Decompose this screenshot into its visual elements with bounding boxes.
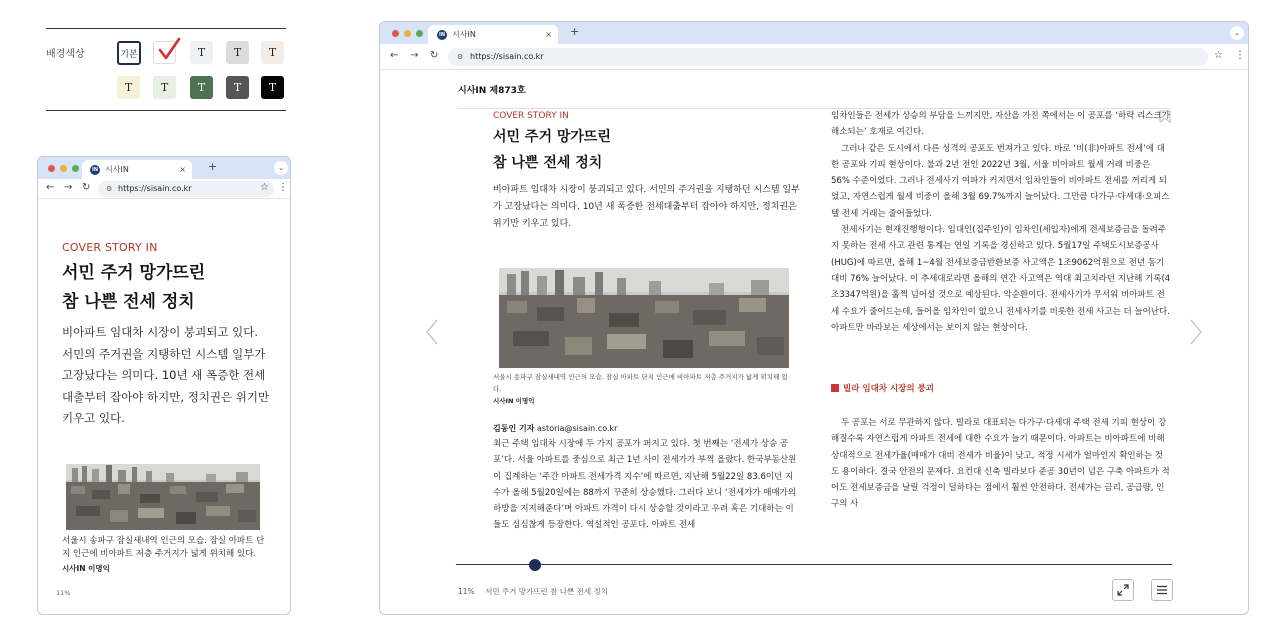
minimize-window-button[interactable] xyxy=(404,30,411,37)
article-headline xyxy=(62,259,272,317)
arrow-left-icon[interactable]: ← xyxy=(390,50,399,61)
photo-credit: 시사IN 이명익 xyxy=(62,564,110,573)
kebab-icon[interactable]: ⋮ xyxy=(278,182,288,193)
browser-toolbar xyxy=(38,179,290,199)
swatch-mint[interactable]: T xyxy=(153,76,176,99)
photo-credit: 시사IN 이명익 xyxy=(493,397,535,405)
reload-icon[interactable]: ↻ xyxy=(82,182,91,193)
article-photo xyxy=(66,464,260,530)
browser-tab[interactable] xyxy=(428,25,558,44)
swatch-light-gray[interactable]: T xyxy=(190,41,213,64)
star-icon[interactable]: ☆ xyxy=(260,182,269,193)
swatch-basic[interactable]: 기본 xyxy=(117,41,141,65)
photo-caption: 서울시 송파구 잠실새내역 인근의 모습. 잠실 아파트 단지 인근에 비아파트 저층 주거지가 넓게 위치해 있다. xyxy=(493,373,788,393)
reading-progress-title: 서민 주거 망가뜨린 참 나쁜 전세 정치 xyxy=(485,587,609,596)
article-lead: 비아파트 임대차 시장이 붕괴되고 있다. 서민의 주거권을 지탱하던 시스템 일부가 고장났다는 의미다. 10년 새 폭증한 전세대출부터 잡아야 하지만, 정치권은 위기만 키우고 있다. xyxy=(62,325,270,425)
new-tab-button[interactable]: + xyxy=(570,25,580,38)
minimize-window-button[interactable] xyxy=(60,165,67,172)
new-tab-button[interactable]: + xyxy=(208,160,218,173)
expand-icon xyxy=(1116,583,1130,597)
swatch-black[interactable]: T xyxy=(261,76,284,99)
table-of-contents-button[interactable] xyxy=(1151,579,1173,601)
article-headline xyxy=(493,124,800,176)
background-color-label: 배경색상 xyxy=(46,49,85,60)
article-column-left xyxy=(493,111,800,233)
reading-progress-percent: 11% xyxy=(458,587,475,596)
body-paragraph: 두 공포는 서로 무관하지 않다. 빌라로 대표되는 다가구·다세대 주택 전세 기피 현상이 강해질수록 자연스럽게 아파트 전세에 대한 수요가 늘기 때문이다. 아파트는 비아파트에 비해 상대적으로 전세가율(매매가 대비 전세가 비율)이 낮고, 적정 시세가 얼마인지 확인하는 것도 용이하다. 결국 안전의 문제다. 요컨대 신축 빌라보다 준공 30년이 넘은 구축 아파트가 적어도 전세보증금을 날릴 걱정이 덜하다는 점에서 훨씬 안전하다. 전세가는 금리, 공급량, 인구의 사 xyxy=(831,418,1170,510)
headline-line-2: 참 나쁜 전세 정치 xyxy=(493,155,603,171)
browser-window-large xyxy=(379,21,1249,615)
tab-bar xyxy=(380,22,1248,44)
reading-progress-percent: 11% xyxy=(56,589,71,597)
address-bar[interactable] xyxy=(98,181,274,197)
window-controls xyxy=(48,165,79,172)
swatch-green[interactable]: T xyxy=(190,76,213,99)
close-tab-icon[interactable]: × xyxy=(545,30,552,39)
next-page-chevron-icon[interactable] xyxy=(1188,318,1204,346)
section-subhead xyxy=(831,382,934,394)
article-kicker: COVER STORY IN xyxy=(62,241,158,254)
swatch-white-selected[interactable] xyxy=(153,41,176,64)
issue-title: 시사IN 제873호 xyxy=(458,86,526,96)
close-window-button[interactable] xyxy=(392,30,399,37)
byline-email: astoria@sisain.co.kr xyxy=(536,424,618,433)
browser-tab[interactable] xyxy=(82,160,192,179)
square-bullet-icon xyxy=(831,384,839,392)
arrow-left-icon[interactable]: ← xyxy=(46,182,55,193)
checkmark-icon xyxy=(156,36,182,62)
close-window-button[interactable] xyxy=(48,165,55,172)
swatch-cream[interactable]: T xyxy=(117,76,140,99)
site-settings-icon[interactable]: ⚙ xyxy=(106,185,113,193)
reading-progress-track[interactable] xyxy=(456,564,1172,565)
hamburger-menu-icon xyxy=(1155,583,1169,597)
headline-line-1: 서민 주거 망가뜨린 xyxy=(62,263,206,283)
article-byline xyxy=(493,423,617,434)
previous-page-chevron-icon[interactable] xyxy=(424,318,440,346)
browser-toolbar xyxy=(380,44,1248,70)
site-settings-icon[interactable]: ⚙ xyxy=(457,53,464,61)
site-favicon-icon: IN xyxy=(438,31,446,38)
reload-icon[interactable]: ↻ xyxy=(430,50,439,61)
url-text: https://sisain.co.kr xyxy=(118,184,192,193)
photo-caption: 서울시 송파구 잠실새내역 인근의 모습. 잠실 아파트 단지 인근에 비아파트 저층 주거지가 넓게 위치해 있다. xyxy=(62,536,265,559)
article-kicker: COVER STORY IN xyxy=(493,111,569,121)
tab-search-chevron-icon[interactable]: ⌄ xyxy=(274,161,288,175)
maximize-window-button[interactable] xyxy=(416,30,423,37)
star-icon[interactable]: ☆ xyxy=(1214,50,1223,61)
close-tab-icon[interactable]: × xyxy=(179,165,186,174)
arrow-right-icon[interactable]: → xyxy=(410,50,419,61)
subhead-text: 빌라 임대차 시장의 붕괴 xyxy=(843,384,934,394)
browser-window-small xyxy=(37,156,291,615)
maximize-window-button[interactable] xyxy=(72,165,79,172)
article-column-right xyxy=(831,108,1171,336)
swatch-dark-gray[interactable]: T xyxy=(226,76,249,99)
body-paragraph: 임차인들은 전세가 상승의 부담을 느끼지만, 자산을 가진 쪽에서는 이 공포를 ‘하락 리스크가 해소되는’ 호재로 여긴다. xyxy=(831,111,1170,138)
body-paragraph: 전세사기는 현재진행형이다. 임대인(집주인)이 임차인(세입자)에게 전세보증금을 돌려주지 못하는 전세 사고 관련 통계는 연일 기록을 경신하고 있다. 5월17일 주택도시보증공사(HUG)에 따르면, 올해 1~4월 전세보증금반환보증 사고액은 1조9062억원으로 전년 동기 대비 76% 늘어났다. 이 추세대로라면 올해의 연간 사고액은 역대 최고치라던 지난해 기록(4조3347억원)을 훌쩍 넘어설 것으로 예상된다. 악순환이다. 전세사기가 무서워 비아파트 전세 수요가 줄어드는데, 들어올 임차인이 없으니 전세사기를 비롯한 전세 사고는 더 늘어난다. 아파트만 바라보는 세상에서는 보이지 않는 현상이다. xyxy=(831,225,1171,333)
address-bar[interactable] xyxy=(448,48,1208,66)
arrow-right-icon[interactable]: → xyxy=(64,182,73,193)
tab-search-chevron-icon[interactable]: ⌄ xyxy=(1230,26,1244,40)
site-favicon-icon: IN xyxy=(91,166,99,173)
swatch-beige[interactable]: T xyxy=(261,41,284,64)
article-photo xyxy=(499,268,789,368)
background-color-panel xyxy=(46,28,286,111)
reading-progress-info xyxy=(458,586,608,597)
body-paragraph: 그러나 같은 도시에서 다른 성격의 공포도 번져가고 있다. 바로 ‘비(非)아파트 전세’에 대한 공포와 기피 현상이다. 불과 2년 전인 2022년 3월, 서울 비아파트 월세 거래 비중은 56% 수준이었다. 그러나 전세사기 여파가 커지면서 임차인들이 비아파트 전세를 꺼리게 되었고, 자연스럽게 월세 비중이 올해 3월 69.7%까지 늘어났다. 그만큼 다가구·다세대·오피스텔 전세 거래는 줄어들었다. xyxy=(831,143,1170,219)
url-text: https://sisain.co.kr xyxy=(470,52,544,61)
window-controls xyxy=(392,30,423,37)
reading-progress-thumb[interactable] xyxy=(529,559,541,571)
kebab-icon[interactable]: ⋮ xyxy=(1235,50,1245,61)
fullscreen-button[interactable] xyxy=(1112,579,1134,601)
tab-bar xyxy=(38,157,290,179)
swatch-gray[interactable]: T xyxy=(226,41,249,64)
tab-title: 시사IN xyxy=(452,30,476,39)
headline-line-1: 서민 주거 망가뜨린 xyxy=(493,129,611,145)
article-body-left: 최근 주택 임대차 시장에 두 가지 공포가 퍼지고 있다. 첫 번째는 ‘전세가 상승 공포’다. 서울 아파트를 중심으로 최근 1년 사이 전세가가 부쩍 올랐다. 한국부동산원이 집계하는 ‘주간 아파트 전세가격 지수’에 따르면, 지난해 5월22일 83.6이던 지수가 올해 5월20일에는 88까지 꾸준히 상승했다. 그러다 보니 ‘전세가가 매매가의 하방을 지지해준다’며 아파트 가격이 다시 상승할 것이라고 우려 혹은 기대하는 이들도 심심찮게 등장한다. 역설적인 공포다. 아파트 전세 xyxy=(493,439,797,531)
tab-title: 시사IN xyxy=(105,165,129,174)
byline-name: 김동인 기자 xyxy=(493,424,535,433)
headline-line-2: 참 나쁜 전세 정치 xyxy=(62,292,195,312)
article-lead: 비아파트 임대차 시장이 붕괴되고 있다. 서민의 주거권을 지탱하던 시스템 일부가 고장났다는 의미다. 10년 새 폭증한 전세대출부터 잡아야 하지만, 정치권은 위기만 키우고 있다. xyxy=(493,185,800,229)
